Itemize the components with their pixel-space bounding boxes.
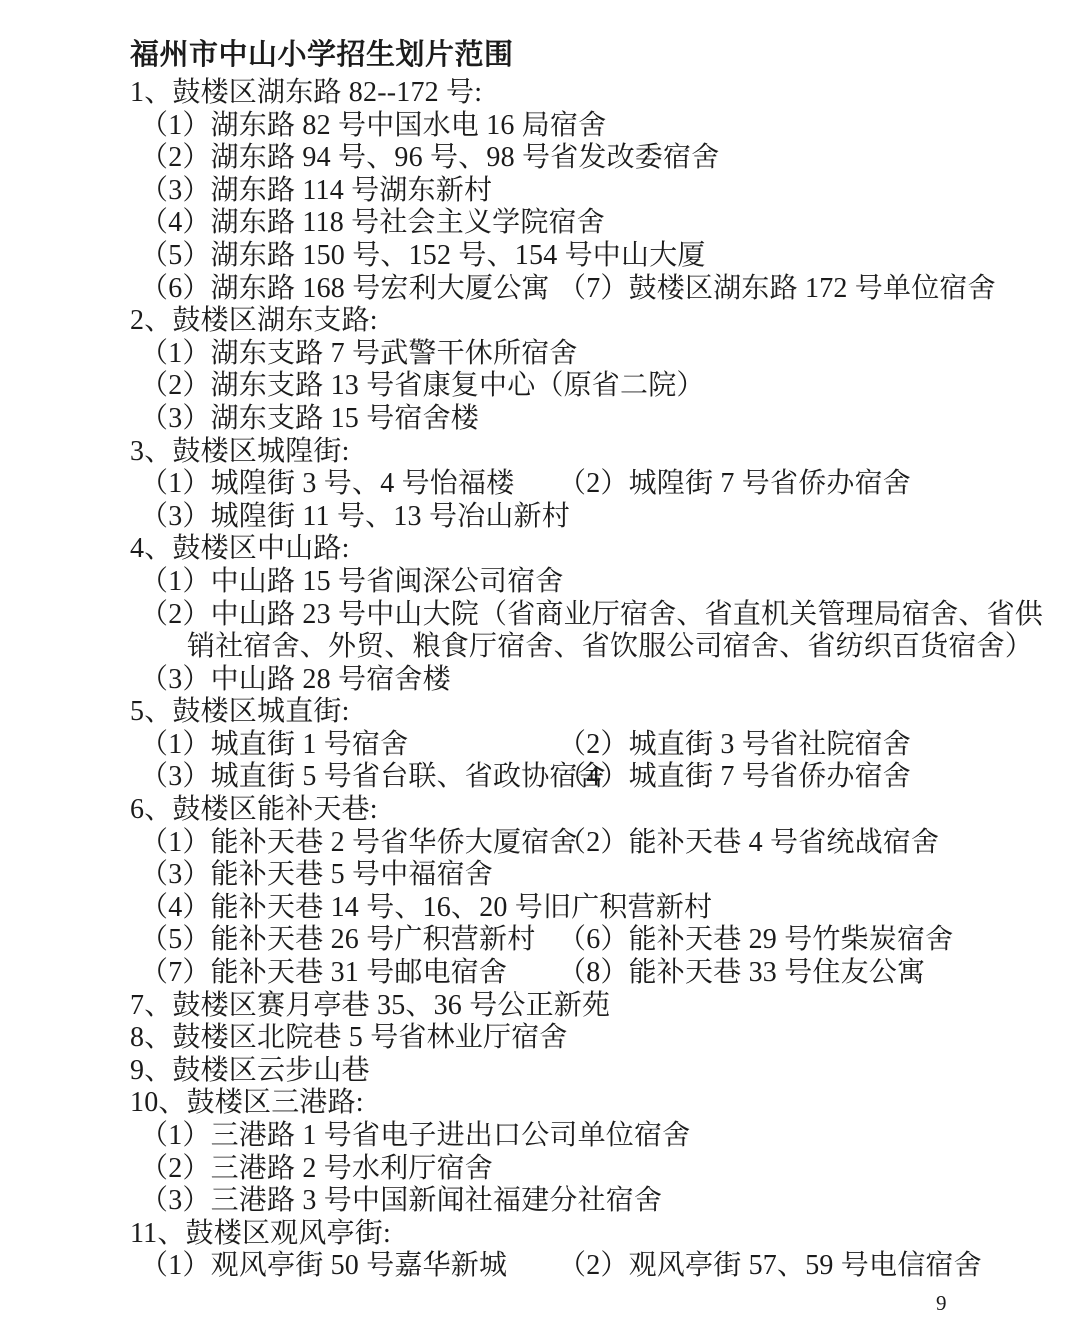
text-segment: （3）城直街 5 号省台联、省政协宿舍 (140, 761, 606, 793)
text-line (0, 501, 1080, 534)
text-line (0, 273, 1080, 306)
text-segment: （2）中山路 23 号中山大院（省商业厅宿舍、省直机关管理局宿舍、省供 (140, 598, 1044, 630)
text-segment: （2）湖东支路 13 号省康复中心（原省二院） (140, 370, 705, 402)
text-line (0, 338, 1080, 371)
text-line (0, 142, 1080, 175)
text-segment: （1）观风亭街 50 号嘉华新城 (140, 1250, 508, 1282)
text-line (0, 370, 1080, 403)
document-lines (0, 77, 1080, 1283)
text-segment: 3、鼓楼区城隍街: (130, 435, 350, 467)
text-line (0, 631, 1080, 664)
text-line (0, 77, 1080, 110)
text-segment: （4）能补天巷 14 号、16、20 号旧广积营新村 (140, 891, 713, 923)
text-segment: （1）城直街 1 号宿舍 (140, 728, 409, 760)
text-segment: （3）湖东支路 15 号宿舍楼 (140, 402, 480, 434)
text-segment: （7）能补天巷 31 号邮电宿舍 (140, 957, 508, 989)
page-title: 福州市中山小学招生划片范围 (130, 39, 514, 71)
text-line (0, 468, 1080, 501)
text-segment-col2: （4）城直街 7 号省侨办宿舍 (558, 761, 912, 793)
text-line (0, 533, 1080, 566)
text-line (0, 696, 1080, 729)
text-segment: （1）能补天巷 2 号省华侨大厦宿舍 (140, 826, 578, 858)
text-line (0, 892, 1080, 925)
text-segment-col2: （2）观风亭街 57、59 号电信宿舍 (558, 1250, 982, 1282)
text-segment: 5、鼓楼区城直街: (130, 696, 350, 728)
text-line (0, 859, 1080, 892)
text-segment: 10、鼓楼区三港路: (130, 1087, 364, 1119)
text-segment: （3）城隍街 11 号、13 号冶山新村 (140, 500, 570, 532)
text-line (0, 1153, 1080, 1186)
text-segment: 2、鼓楼区湖东支路: (130, 305, 378, 337)
text-line (0, 1022, 1080, 1055)
text-line (0, 403, 1080, 436)
text-segment: 销社宿舍、外贸、粮食厅宿舍、省饮服公司宿舍、省纺织百货宿舍） (187, 631, 1034, 663)
text-segment-col2: （2）城隍街 7 号省侨办宿舍 (558, 468, 912, 500)
text-line (0, 1250, 1080, 1283)
page-number: 9 (936, 1291, 947, 1315)
text-segment: （1）三港路 1 号省电子进出口公司单位宿舍 (140, 1120, 691, 1151)
text-segment: （2）三港路 2 号水利厅宿舍 (140, 1152, 494, 1184)
text-line (0, 957, 1080, 990)
text-line (0, 1185, 1080, 1218)
text-line (0, 305, 1080, 338)
text-line (0, 990, 1080, 1023)
text-segment: （3）能补天巷 5 号中福宿舍 (140, 859, 494, 891)
text-segment: （3）中山路 28 号宿舍楼 (140, 663, 451, 695)
text-segment: （1）中山路 15 号省闽深公司宿舍 (140, 565, 564, 597)
text-segment-col2: （2）能补天巷 4 号省统战宿舍 (558, 826, 940, 858)
text-segment: 7、鼓楼区赛月亭巷 35、36 号公正新苑 (130, 989, 611, 1021)
text-line (0, 794, 1080, 827)
text-line (0, 566, 1080, 599)
text-segment: （5）湖东路 150 号、152 号、154 号中山大厦 (140, 239, 706, 271)
text-line (0, 175, 1080, 208)
text-segment: （3）三港路 3 号中国新闻社福建分社宿舍 (140, 1185, 663, 1217)
text-segment: 11、鼓楼区观风亭街: (130, 1217, 391, 1249)
text-segment: （1）城隍街 3 号、4 号怡福楼 (140, 468, 515, 500)
text-segment: 9、鼓楼区云步山巷 (130, 1054, 370, 1086)
text-segment: （1）湖东路 82 号中国水电 16 局宿舍 (140, 109, 607, 141)
text-segment: 1、鼓楼区湖东路 82--172 号: (130, 77, 483, 108)
text-line (0, 827, 1080, 860)
text-segment: 8、鼓楼区北院巷 5 号省林业厅宿舍 (130, 1022, 568, 1054)
text-line (0, 1087, 1080, 1120)
text-line (0, 240, 1080, 273)
text-segment-col2: （2）城直街 3 号省社院宿舍 (558, 728, 912, 760)
text-segment-col2: （6）能补天巷 29 号竹柴炭宿舍 (558, 924, 954, 956)
text-line (0, 924, 1080, 957)
text-segment-col2: （8）能补天巷 33 号住友公寓 (558, 957, 926, 989)
text-segment-col2: （7）鼓楼区湖东路 172 号单位宿舍 (558, 272, 996, 304)
text-segment: 4、鼓楼区中山路: (130, 533, 350, 565)
text-line (0, 1218, 1080, 1251)
text-line (0, 599, 1080, 632)
text-line (0, 729, 1080, 762)
text-segment: （1）湖东支路 7 号武警干休所宿舍 (140, 337, 578, 369)
text-line (0, 1055, 1080, 1088)
text-line (0, 110, 1080, 143)
text-line (0, 1120, 1080, 1153)
text-segment: （6）湖东路 168 号宏利大厦公寓 (140, 272, 550, 304)
text-line (0, 436, 1080, 469)
text-line (0, 207, 1080, 240)
text-segment: （2）湖东路 94 号、96 号、98 号省发改委宿舍 (140, 142, 720, 174)
text-segment: （3）湖东路 114 号湖东新村 (140, 174, 493, 206)
text-segment: 6、鼓楼区能补天巷: (130, 794, 378, 826)
text-segment: （5）能补天巷 26 号广积营新村 (140, 924, 536, 956)
text-line (0, 761, 1080, 794)
text-segment: （4）湖东路 118 号社会主义学院宿舍 (140, 207, 605, 239)
text-line (0, 664, 1080, 697)
